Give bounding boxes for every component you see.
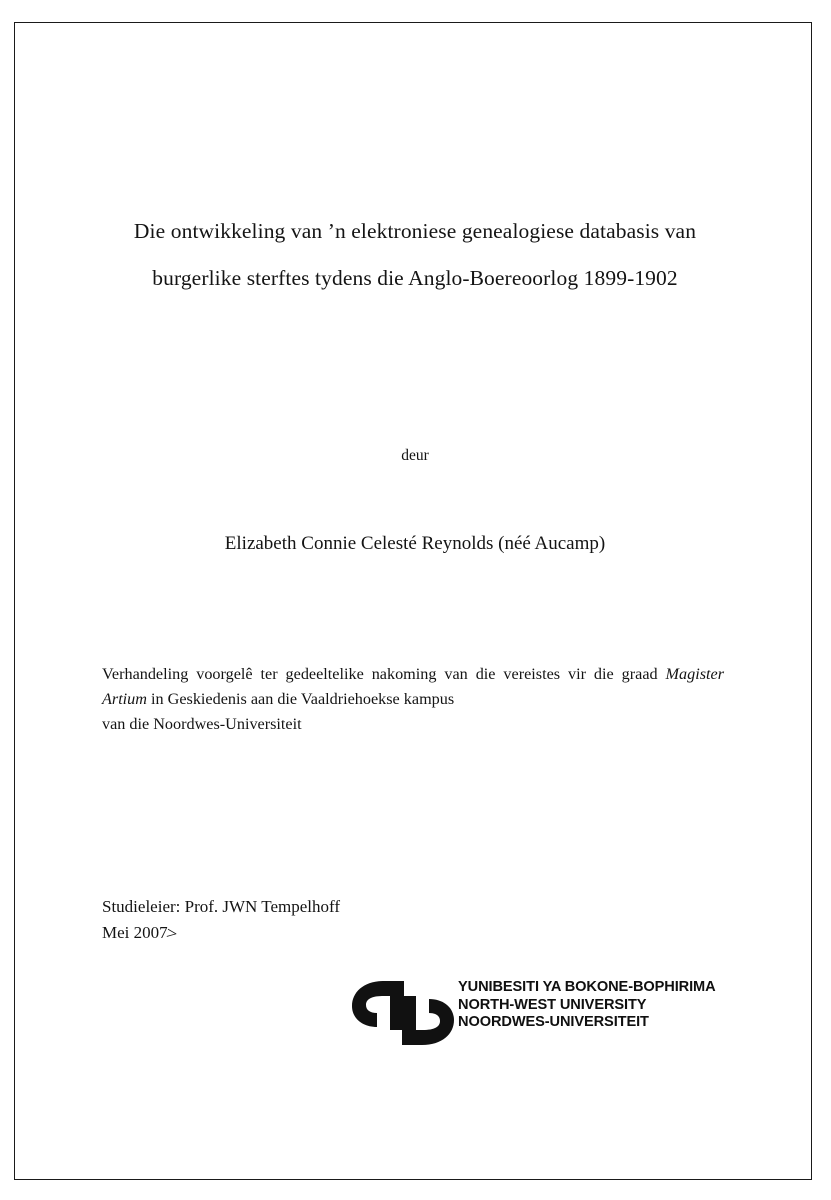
logo-text-block — [458, 979, 716, 1032]
byline-label: deur — [401, 447, 429, 464]
statement-part-2: in Geskiedenis aan die Vaaldriehoekse kampus — [146, 690, 455, 708]
pen-mark-icon: > — [164, 923, 179, 944]
university-logo — [245, 972, 716, 1052]
date-text: Mei 2007 — [102, 923, 168, 942]
degree-statement — [102, 662, 724, 737]
date-line — [102, 920, 179, 946]
page-title — [95, 208, 735, 302]
title-line-2: burgerlike sterftes tydens die Anglo-Boereoorlog 1899-1902 — [152, 266, 678, 290]
supervisor-line: Studieleier: Prof. JWN Tempelhoff — [102, 897, 341, 916]
page-content — [95, 22, 735, 1180]
logo-text-line-2: NORTH-WEST UNIVERSITY — [458, 996, 647, 1013]
title-line-1: Die ontwikkeling van ’n elektroniese genealogiese databasis van — [133, 219, 697, 243]
logo-text-line-1: YUNIBESITI YA BOKONE-BOPHIRIMA — [458, 979, 716, 995]
statement-degree-emphasis: Magister Artium — [102, 665, 724, 708]
nwu-emblem-icon — [350, 977, 456, 1049]
statement-part-3: van die Noordwes-Universiteit — [102, 715, 302, 733]
statement-part-1: Verhandeling voorgelê ter gedeeltelike nakoming van die vereistes vir die graad — [102, 665, 666, 683]
author-name: Elizabeth Connie Celesté Reynolds (néé Aucamp) — [224, 533, 606, 554]
logo-text-line-3: NOORDWES-UNIVERSITEIT — [458, 1014, 649, 1030]
supervisor-block — [102, 894, 722, 946]
